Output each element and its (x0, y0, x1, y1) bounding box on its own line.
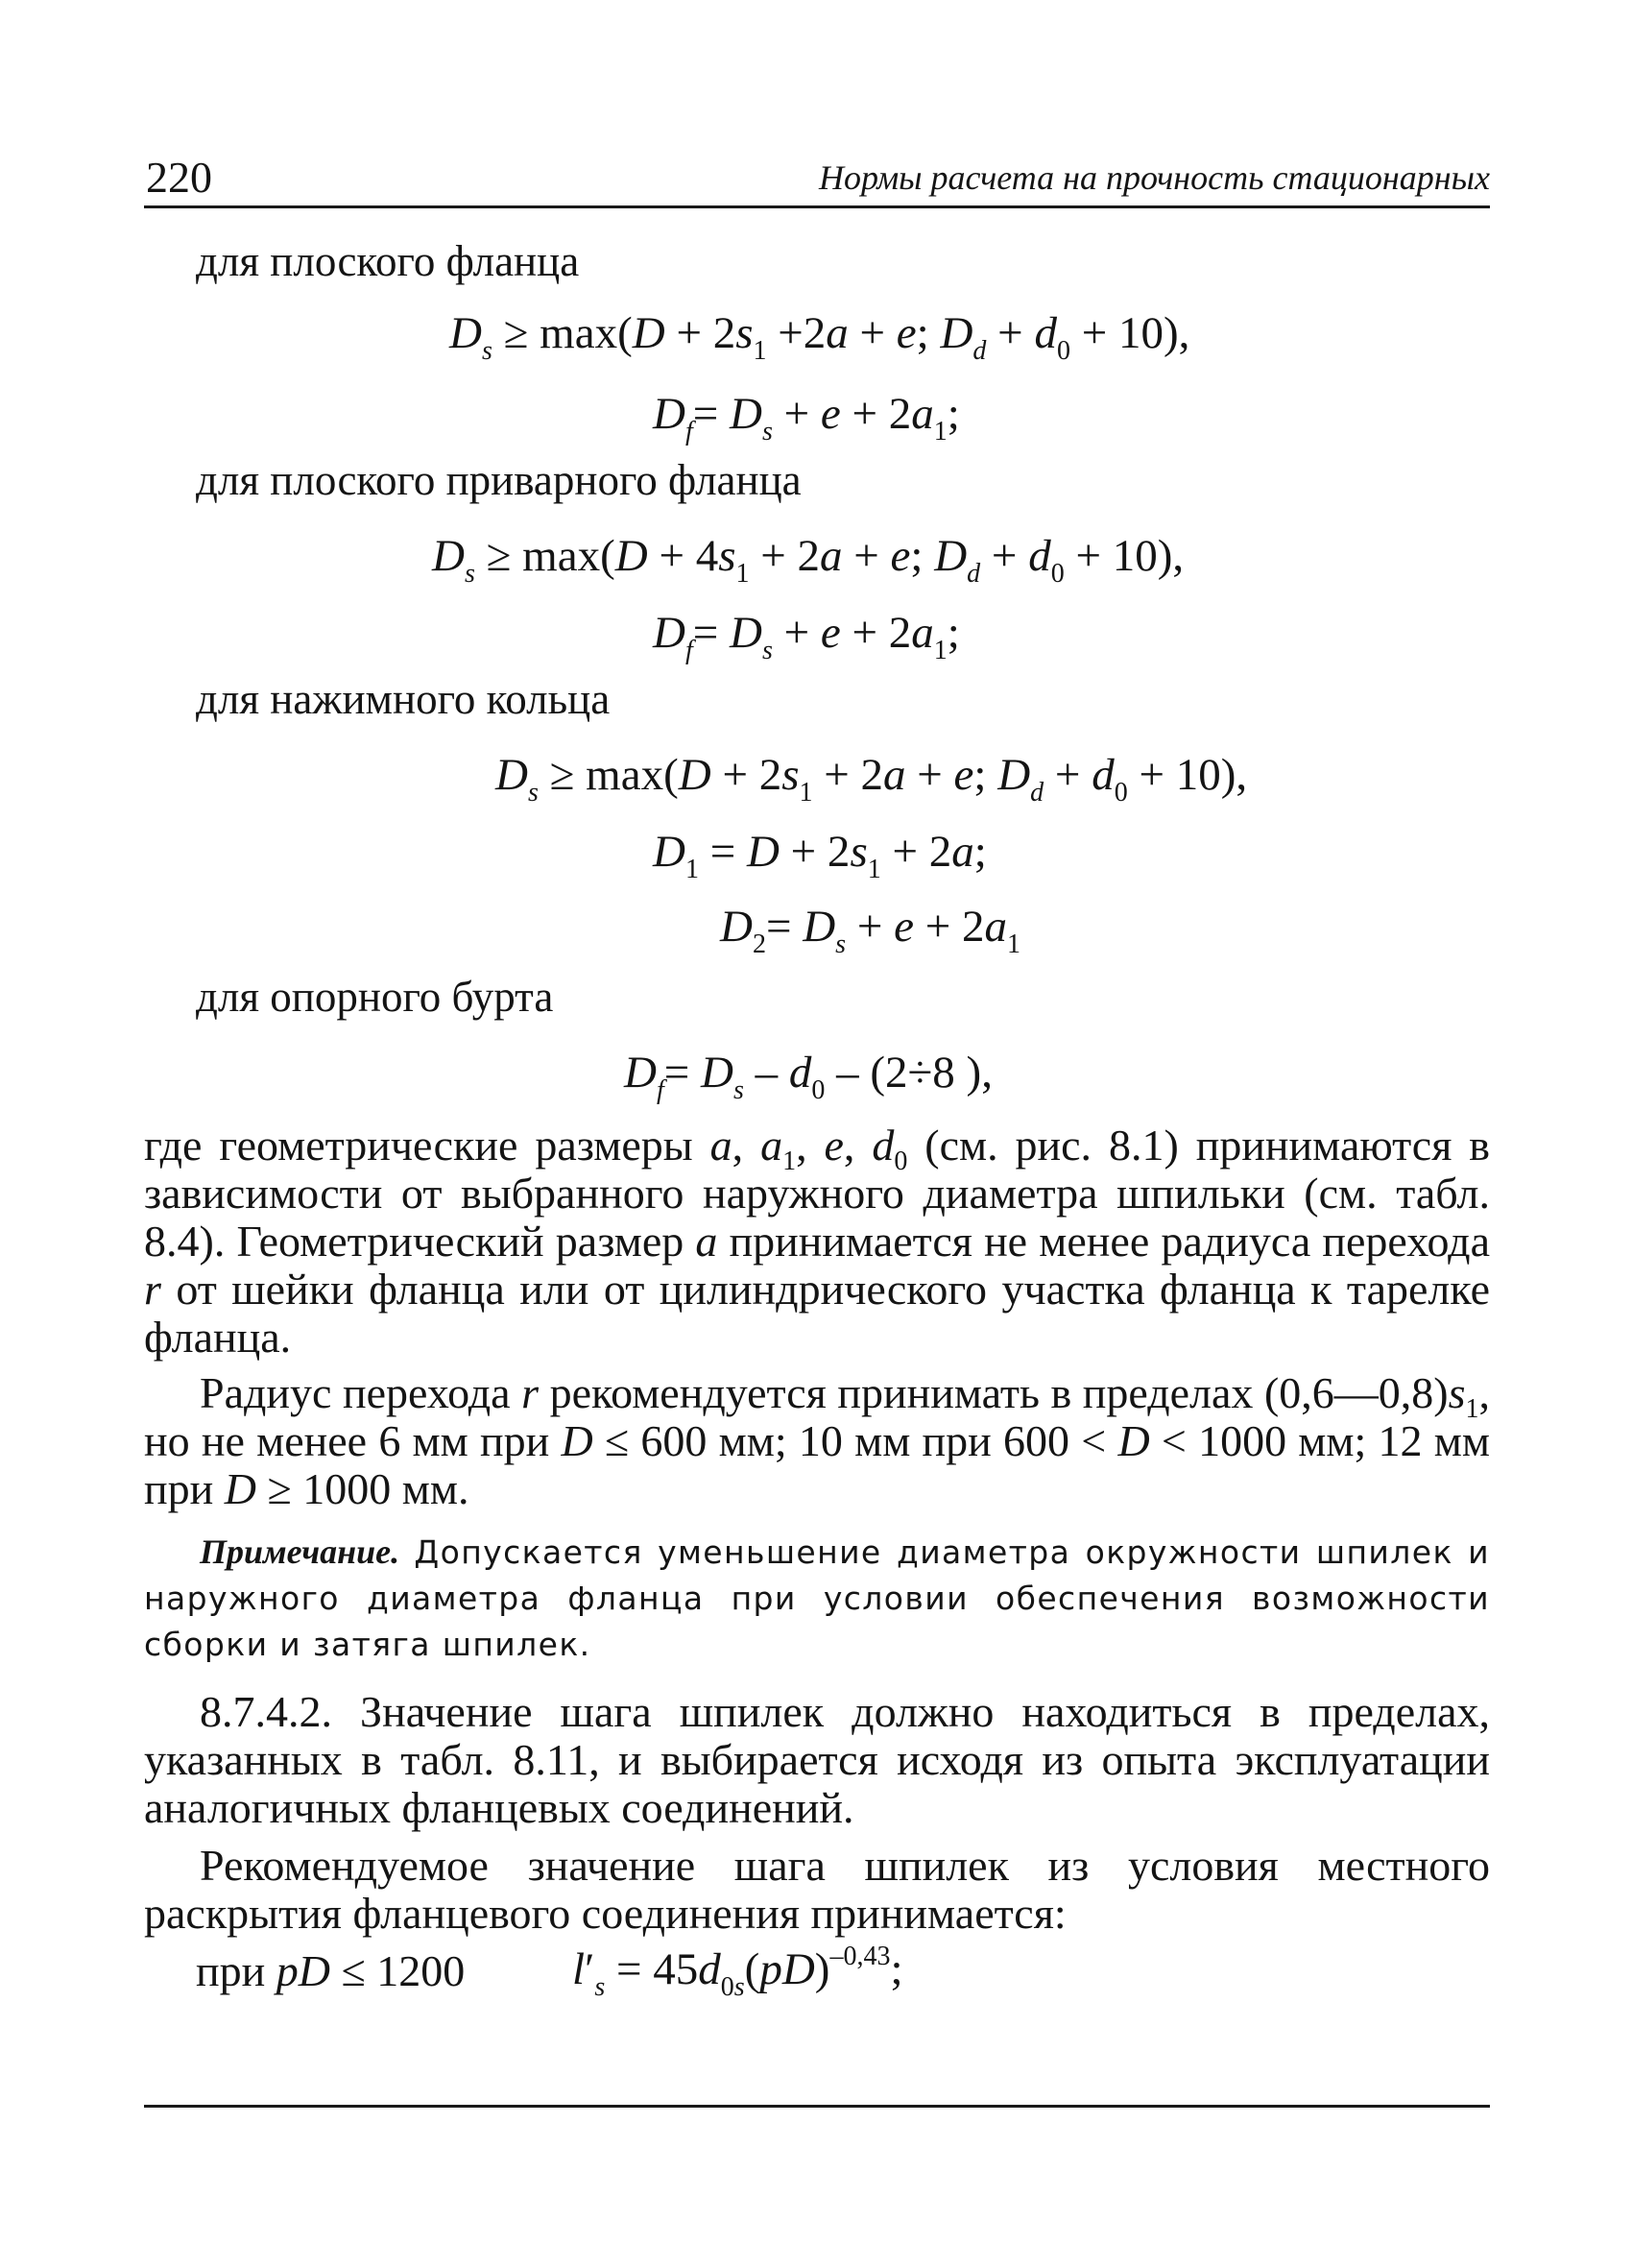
formula-ring-d2: $D_2= D_s + e + 2a_1$ (720, 902, 1020, 959)
header-rule (144, 205, 1490, 208)
formula-flat-flange-df: $D_f= D_s + e + 2a_1$; (653, 389, 960, 446)
note-heading: Примечание. (200, 1532, 400, 1571)
running-title: Нормы расчета на прочность стационарных (819, 158, 1490, 197)
label-support-collar: для опорного бурта (196, 973, 554, 1021)
formula-flat-flange-ds: $D_s \ge \max(D + 2s_1 +2a + e$; $D_d + d_0 + 10$), (449, 308, 1190, 366)
page-number: 220 (146, 153, 212, 202)
note (144, 1529, 1490, 1668)
formula-ring-ds: $D_s \ge \max(D + 2s_1 + 2a + e$; $D_d + d_0 + 10$), (495, 750, 1248, 808)
condition-text: при pD ≤ 1200 (196, 1946, 466, 1995)
note-body: Допускается уменьшение диаметра окружности шпилек и наружного диаметра фланца при условии обеспечения возможности сборки и затяга шпилек. (144, 1533, 1490, 1663)
label-flat-flange: для плоского фланца (196, 237, 580, 285)
formula-welded-ds: $D_s \ge \max(D + 4s_1 + 2a + e$; $D_d + d_0 + 10$), (432, 531, 1185, 589)
label-pressure-ring: для нажимного кольца (196, 675, 611, 723)
paragraph-transition-radius: Радиус перехода r рекомендуется принимать в пределах $(0,6—0,8)s_1$, но не менее 6 мм при D ≤ 600 мм; 10 мм при 600 < D < 1000 мм; 12 мм при D ≥ 1000 мм. (144, 1368, 1491, 1513)
paragraph-8-7-4-2: 8.7.4.2. Значение шага шпилек должно находиться в пределах, указанных в табл. 8.11, и выбирается исходя из опыта эксплуатации аналогичных фланцевых соединений. (144, 1687, 1490, 1832)
formula-ring-d1: $D_1 = D + 2s_1 + 2a$; (653, 827, 987, 884)
formula-step: $l'_s = 45d_{0s}(pD)^{-0,43}$; (572, 1942, 903, 2002)
label-flat-welded-flange: для плоского приварного фланца (196, 456, 802, 504)
formula-collar-df: $D_f= D_s - d_0 - (2\div 8$ ), (624, 1048, 993, 1105)
formula-welded-df: $D_f= D_s + e + 2a_1$; (653, 608, 960, 665)
paragraph-recommended-step: Рекомендуемое значение шага шпилек из условия местного раскрытия фланцевого соединения принимается: (144, 1841, 1490, 1938)
footer-rule (144, 2105, 1490, 2108)
paragraph-geometric-sizes: где геометрические размеры a, $a_1$, e, $d_0$ (см. рис. 8.1) принимаются в зависимости от выбранного наружного диаметра шпильки (см. табл. 8.4). Геометрический размер a принимается не менее радиуса перехода r от шейки фланца или от цилиндрического участка фланца к тарелке фланца. (144, 1121, 1491, 1362)
